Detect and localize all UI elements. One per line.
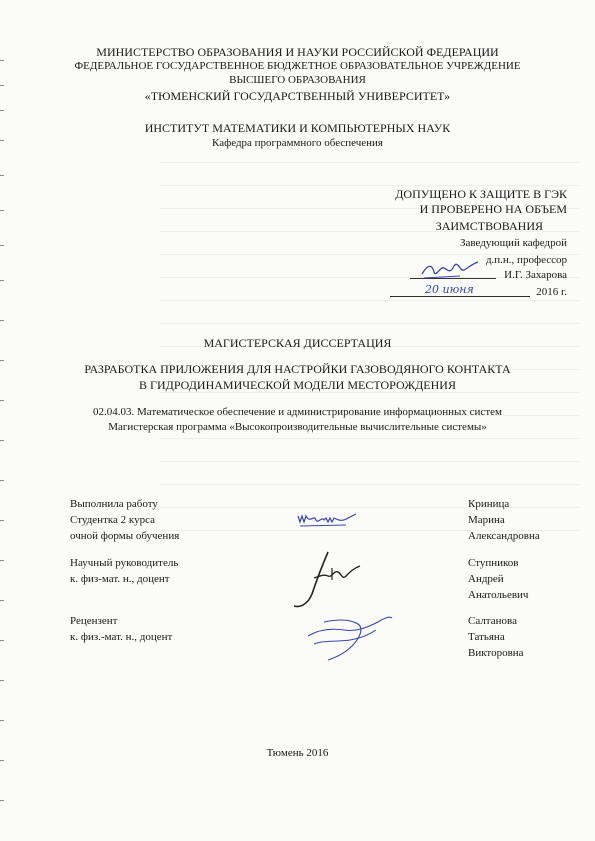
supervisor-surname: Ступников — [468, 557, 519, 569]
approval-line-3: ЗАИМСТВОВАНИЯ — [435, 219, 543, 233]
supervisor-first-name: Андрей — [468, 573, 504, 585]
university-name: «ТЮМЕНСКИЙ ГОСУДАРСТВЕННЫЙ УНИВЕРСИТЕТ» — [144, 89, 451, 103]
reviewer-surname: Салтанова — [468, 615, 517, 627]
approval-degree: д.п.н., профессор — [485, 254, 567, 266]
author-surname: Криница — [468, 498, 510, 510]
reviewer-signature — [304, 608, 394, 664]
author-patronymic: Александровна — [468, 530, 540, 542]
head-signature — [420, 258, 480, 282]
reviewer-role: Рецензент — [70, 615, 118, 627]
thesis-title-line-2: В ГИДРОДИНАМИЧЕСКОЙ МОДЕЛИ МЕСТОРОЖДЕНИЯ — [139, 378, 456, 392]
institute-name: ИНСТИТУТ МАТЕМАТИКИ И КОМПЬЮТЕРНЫХ НАУК — [144, 121, 451, 135]
approval-line-2: И ПРОВЕРЕНО НА ОБЪЕМ — [419, 202, 567, 216]
supervisor-signature — [292, 548, 362, 610]
institution-line-1: ФЕДЕРАЛЬНОЕ ГОСУДАРСТВЕННОЕ БЮДЖЕТНОЕ ОБРАЗОВАТЕЛЬНОЕ УЧРЕЖДЕНИЕ — [74, 60, 521, 72]
author-first-name: Марина — [468, 514, 505, 526]
reviewer-first-name: Татьяна — [468, 631, 505, 643]
thesis-title-line-1: РАЗРАБОТКА ПРИЛОЖЕНИЯ ДЛЯ НАСТРОЙКИ ГАЗОВОДЯНОГО КОНТАКТА — [84, 362, 511, 376]
city-year: Тюмень 2016 — [266, 747, 329, 759]
author-role: Выполнила работу — [70, 498, 158, 510]
thesis-program: Магистерская программа «Высокопроизводительные вычислительные системы» — [108, 421, 487, 433]
approval-name: И.Г. Захарова — [504, 269, 567, 281]
handwritten-date: 20 июня — [425, 283, 474, 296]
date-line — [390, 296, 530, 297]
institution-line-2: ВЫСШЕГО ОБРАЗОВАНИЯ — [229, 74, 366, 86]
thesis-specialty: 02.04.03. Математическое обеспечение и администрирование информационных систем — [93, 406, 502, 418]
department-name: Кафедра программного обеспечения — [212, 137, 383, 149]
approval-position: Заведующий кафедрой — [460, 237, 567, 249]
supervisor-patronymic: Анатольевич — [468, 589, 529, 601]
ministry-heading: МИНИСТЕРСТВО ОБРАЗОВАНИЯ И НАУКИ РОССИЙСКОЙ ФЕДЕРАЦИИ — [96, 45, 499, 59]
reviewer-patronymic: Викторовна — [468, 647, 524, 659]
supervisor-role: Научный руководитель — [70, 557, 179, 569]
approval-line-1: ДОПУЩЕНО К ЗАЩИТЕ В ГЭК — [395, 187, 567, 201]
reviewer-degree: к. физ.-мат. н., доцент — [70, 631, 173, 643]
author-signature — [296, 508, 362, 532]
thesis-type: МАГИСТЕРСКАЯ ДИССЕРТАЦИЯ — [203, 336, 392, 350]
supervisor-degree: к. физ-мат. н., доцент — [70, 573, 170, 585]
author-course: Студентка 2 курса — [70, 514, 155, 526]
author-study-form: очной формы обучения — [70, 530, 180, 542]
approval-year: 2016 г. — [536, 286, 567, 298]
